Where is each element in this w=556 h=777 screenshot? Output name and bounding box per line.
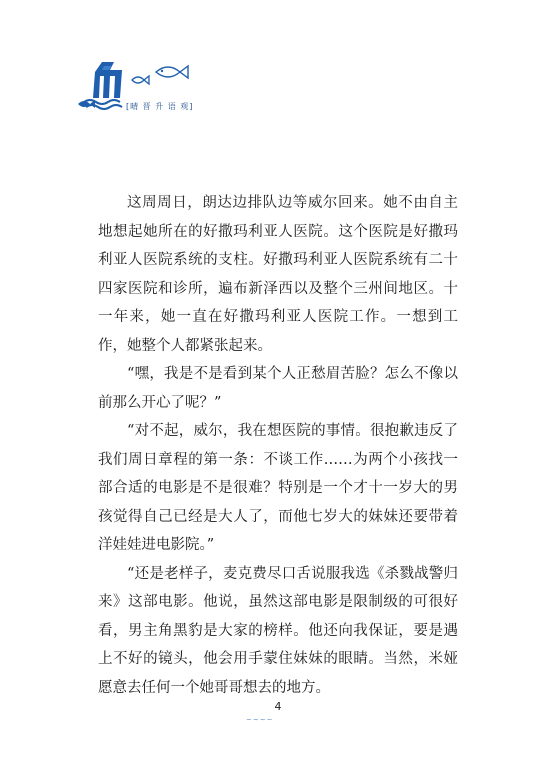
logo-caption: [晴 晋 升 语 观] [126, 102, 194, 111]
page-number: 4 [274, 700, 282, 713]
document-body [98, 189, 458, 702]
paragraph: “嘿，我是不是看到某个人正愁眉苦脸？怎么不像以前那么开心了呢？” [98, 366, 458, 411]
header-logo [74, 58, 204, 118]
paragraph: “对不起，威尔，我在想医院的事情。很抱歉违反了我们周日章程的第一条：不谈工作……为两个小孩找一部合适的电影是不是很难？特别是一个才十一岁大的男孩觉得自己已经是大人了，而他七岁大的妹妹还要带着洋娃娃进电影院。” [98, 423, 458, 553]
paragraph: “还是老样子，麦克费尽口舌说服我选《杀戮战警归来》这部电影。他说，虽然这部电影是限制级的可很好看，男主角黑豹是大家的榜样。他还向我保证，要是遇上不好的镜头，他会用手蒙住妹妹的眼睛。当然，米娅愿意去任何一个她哥哥想去的地方。 [98, 565, 458, 696]
paragraph: 这周周日，朗达边排队边等威尔回来。她不由自主地想起她所在的好撒玛利亚人医院。这个医院是好撒玛利亚人医院系统的支柱。好撒玛利亚人医院系统有二十四家医院和诊所，遍布新泽西以及整个三州间地区。十一年来，她一直在好撒玛利亚人医院工作。一想到工作，她整个人都紧张起来。 [98, 195, 458, 354]
footer-decoration: ~~~~ [246, 716, 274, 724]
